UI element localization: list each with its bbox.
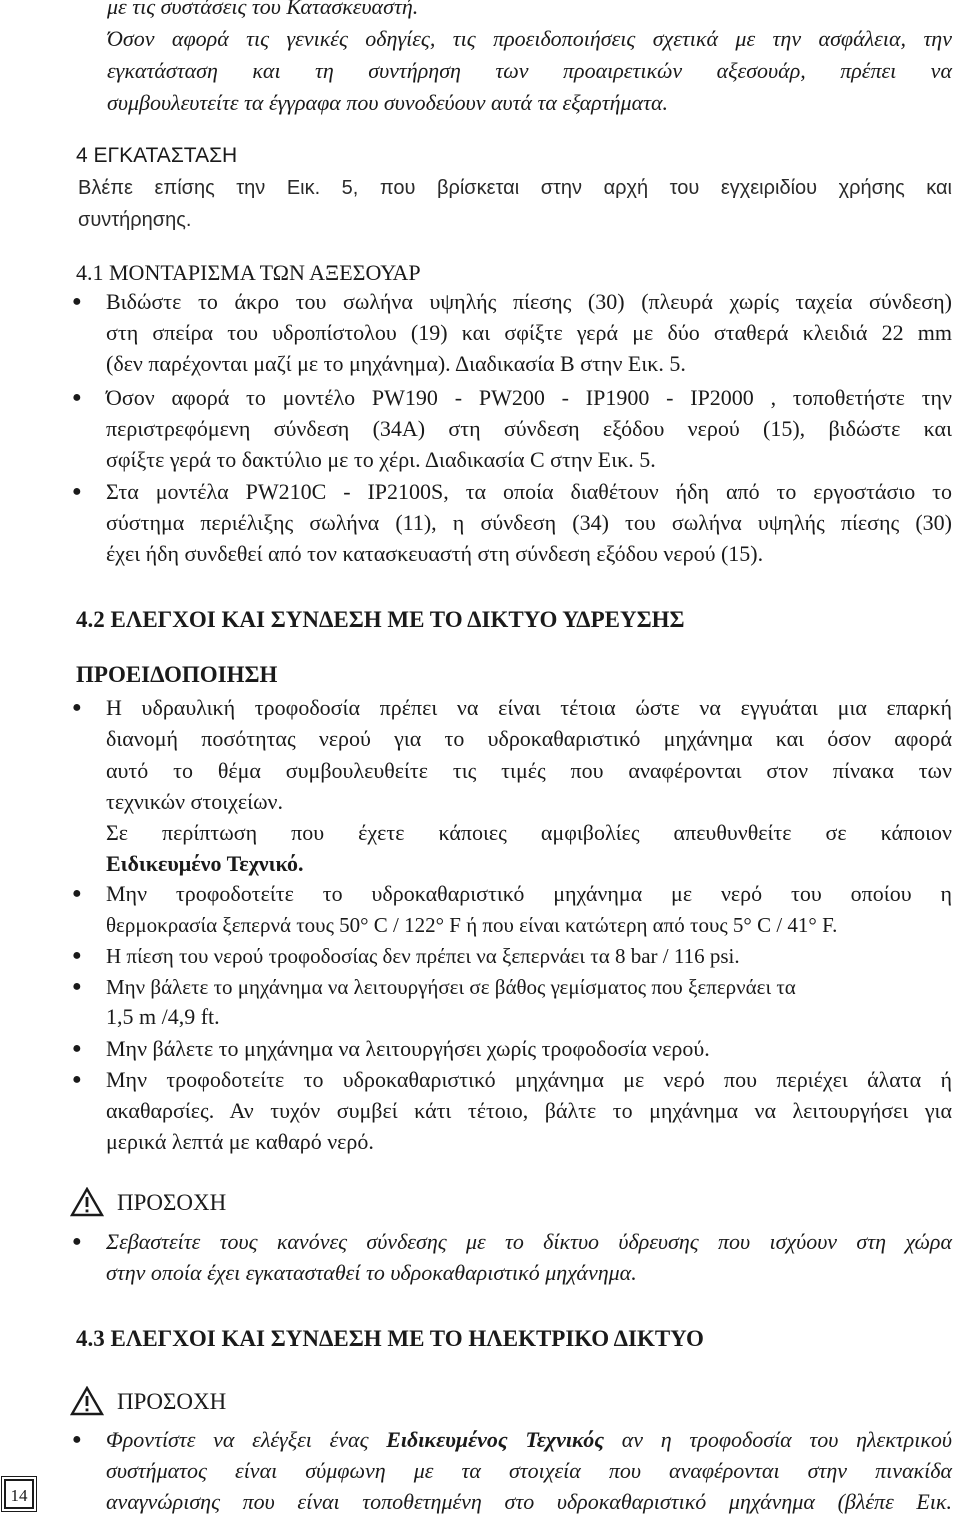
- section-42-title: 4.2 ΕΛΕΓΧΟΙ ΚΑΙ ΣΥΝΔΕΣΗ ΜΕ ΤΟ ΔΙΚΤΥΟ ΥΔΡΕΥΣΗΣ: [76, 607, 685, 632]
- list-item: (δεν παρέχονται μαζί με το μηχάνημα). Διαδικασία B στην Εικ. 5.: [106, 351, 686, 376]
- list-item: τεχνικών στοιχείων.: [106, 789, 283, 814]
- list-item: Η υδραυλική τροφοδοσία πρέπει να είναι τέτοια ώστε να εγγυάται μια επαρκή: [106, 695, 952, 720]
- bullet-icon: ●: [72, 885, 82, 902]
- bullet-icon: ●: [72, 483, 82, 500]
- list-item: Φροντίστε να ελέγξει ένας Ειδικευμένος Τεχνικός αν η τροφοδοσία του ηλεκτρικού: [106, 1427, 952, 1452]
- list-item: σύστημα περιέλιξης σωλήνα (11), η σύνδεση (34) του σωλήνα υψηλής πίεσης (30): [106, 510, 952, 535]
- list-item: Μην βάλετε το μηχάνημα να λειτουργήσει χωρίς τροφοδοσία νερού.: [106, 1036, 710, 1061]
- section-4-text: Βλέπε επίσης την Εικ. 5, που βρίσκεται στην αρχή του εγχειριδίου χρήσης και: [78, 177, 952, 199]
- intro-line: με τις συστάσεις του Κατασκευαστή.: [107, 0, 419, 19]
- warning-title: ΠΡΟΕΙΔΟΠΟΙΗΣΗ: [76, 662, 278, 687]
- list-item: αναγνώρισης που είναι τοποθετημένη στο υδροκαθαριστικό μηχάνημα (βλέπε Εικ.: [106, 1489, 952, 1514]
- list-item: Μην βάλετε το μηχάνημα να λειτουργήσει σε βάθος γεμίσματος που ξεπερνάει τα: [106, 975, 796, 999]
- section-43-title: 4.3 ΕΛΕΓΧΟΙ ΚΑΙ ΣΥΝΔΕΣΗ ΜΕ ΤΟ ΗΛΕΚΤΡΙΚΟ ΔΙΚΤΥΟ: [76, 1326, 704, 1351]
- section-4-text: συντήρησης.: [78, 209, 192, 231]
- list-item: Σεβαστείτε τους κανόνες σύνδεσης με το δίκτυο ύδρευσης που ισχύουν στη χώρα: [106, 1229, 952, 1254]
- caution-title: ΠΡΟΣΟΧΗ: [117, 1190, 227, 1215]
- bullet-icon: ●: [72, 947, 82, 964]
- list-item: μερικά λεπτά με καθαρό νερό.: [106, 1129, 374, 1154]
- intro-line: συμβουλευτείτε τα έγγραφα που συνοδεύουν αυτά τα εξαρτήματα.: [107, 90, 669, 115]
- list-item: στη σπείρα του υδροπίστολου (19) και σφίξτε γερά με δύο σταθερά κλειδιά 22 mm: [106, 320, 952, 345]
- list-item: 1,5 m /4,9 ft.: [106, 1004, 220, 1029]
- bullet-icon: ●: [72, 699, 82, 716]
- list-item: Η πίεση του νερού τροφοδοσίας δεν πρέπει να ξεπερνάει τα 8 bar / 116 psi.: [106, 944, 740, 968]
- warning-triangle-icon: [70, 1187, 104, 1217]
- list-item: διανομή ποσότητας νερού για το υδροκαθαριστικό μηχάνημα και όσον αφορά: [106, 726, 952, 751]
- list-item: αυτό το θέμα συμβουλευθείτε τις τιμές που αναφέρονται στον πίνακα των: [106, 758, 952, 783]
- bullet-icon: ●: [72, 293, 82, 310]
- section-4-title: 4 ΕΓΚΑΤΑΣΤΑΣΗ: [76, 144, 238, 167]
- bullet-icon: ●: [72, 1233, 82, 1250]
- list-item: Σε περίπτωση που έχετε κάποιες αμφιβολίες απευθυνθείτε σε κάποιον: [106, 820, 952, 845]
- list-item: θερμοκρασία ξεπερνά τους 50° C / 122° F ή που είναι κατώτερη από τους 5° C / 41° F.: [106, 913, 838, 937]
- page-number: 14: [4, 1479, 34, 1509]
- bullet-icon: ●: [72, 978, 82, 995]
- bullet-icon: ●: [72, 1040, 82, 1057]
- bullet-icon: ●: [72, 389, 82, 406]
- list-item: στην οποία έχει εγκατασταθεί το υδροκαθαριστικό μηχάνημα.: [106, 1260, 637, 1285]
- list-item: συστήματος είναι σύμφωνη με τα στοιχεία που αναφέρονται στην πινακίδα: [106, 1458, 952, 1483]
- caution-title: ΠΡΟΣΟΧΗ: [117, 1389, 227, 1414]
- list-item: ακαθαρσίες. Αν τυχόν συμβεί κάτι τέτοιο, βάλτε το μηχάνημα να λειτουργήσει για: [106, 1098, 952, 1123]
- list-item: Βιδώστε το άκρο του σωλήνα υψηλής πίεσης (30) (πλευρά χωρίς ταχεία σύνδεση): [106, 289, 952, 314]
- list-item: Όσον αφορά το μοντέλο PW190 - PW200 - IP1900 - IP2000 , τοποθετήστε την: [106, 385, 952, 410]
- intro-line: Όσον αφορά τις γενικές οδηγίες, τις προειδοποιήσεις σχετικά με την ασφάλεια, την: [107, 26, 952, 51]
- warning-triangle-icon: [70, 1386, 104, 1416]
- intro-line: εγκατάσταση και τη συντήρηση των προαιρετικών αξεσουάρ, πρέπει να: [107, 58, 952, 83]
- list-item: Μην τροφοδοτείτε το υδροκαθαριστικό μηχάνημα με νερό που περιέχει άλατα ή: [106, 1067, 952, 1092]
- section-41-title: 4.1 ΜΟΝΤΑΡΙΣΜΑ ΤΩΝ ΑΞΕΣΟΥΑΡ: [76, 260, 421, 285]
- bullet-icon: ●: [72, 1431, 82, 1448]
- list-item: σφίξτε γερά το δακτύλιο με το χέρι. Διαδικασία C στην Εικ. 5.: [106, 447, 656, 472]
- list-item: Ειδικευμένο Τεχνικό.: [106, 851, 304, 876]
- list-item: έχει ήδη συνδεθεί από τον κατασκευαστή στη σύνδεση εξόδου νερού (15).: [106, 541, 764, 566]
- bullet-icon: ●: [72, 1071, 82, 1088]
- list-item: περιστρεφόμενη σύνδεση (34A) στη σύνδεση εξόδου νερού (15), βιδώστε και: [106, 416, 952, 441]
- list-item: Μην τροφοδοτείτε το υδροκαθαριστικό μηχάνημα με νερό του οποίου η: [106, 881, 952, 906]
- list-item: Στα μοντέλα PW210C - IP2100S, τα οποία διαθέτουν ήδη από το εργοστάσιο το: [106, 479, 952, 504]
